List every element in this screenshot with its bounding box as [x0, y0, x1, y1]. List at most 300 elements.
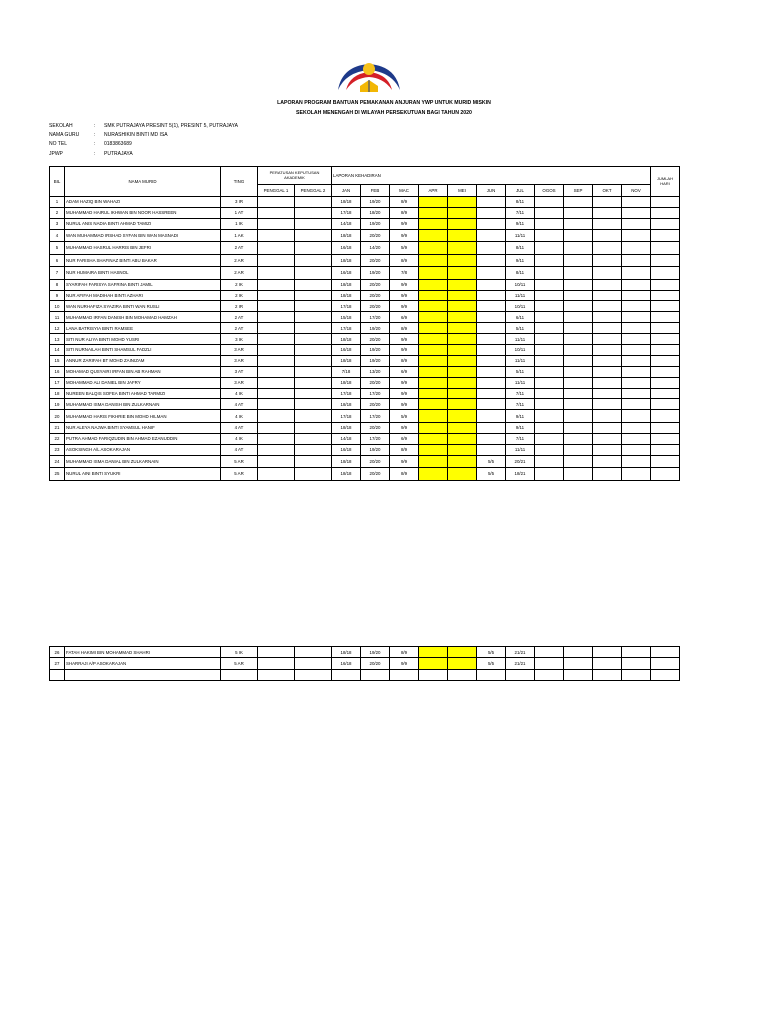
highlight-cell	[448, 323, 477, 334]
cell-mac: 6/9	[390, 312, 419, 323]
highlight-cell	[448, 218, 477, 229]
cell-feb: 20/20	[361, 377, 390, 388]
empty-cell	[258, 355, 295, 366]
cell-jul: 8/11	[506, 197, 535, 208]
cell-jul: 9/11	[506, 254, 535, 267]
empty-cell	[593, 323, 622, 334]
highlight-cell	[419, 468, 448, 481]
empty-cell	[564, 334, 593, 345]
empty-cell	[622, 355, 651, 366]
empty-cell	[535, 355, 564, 366]
cell-ting: 3 AT	[221, 366, 258, 377]
empty-cell	[564, 207, 593, 218]
cell-mac: 9/9	[390, 658, 419, 669]
highlight-cell	[419, 290, 448, 301]
empty-cell	[651, 647, 680, 658]
cell-nama: SITI NURNAILAH BINTI SHAMSUL FADZLI	[65, 345, 221, 356]
cell-nama: PUTRA AHMAD FARIQZUDIN BIN AHMAD EZANUDDIN	[65, 433, 221, 444]
cell-feb: 17/20	[361, 312, 390, 323]
empty-cell	[564, 669, 593, 680]
cell-bil: 16	[50, 366, 65, 377]
empty-cell	[651, 388, 680, 399]
cell-bil: 18	[50, 388, 65, 399]
highlight-cell	[419, 229, 448, 242]
table-row	[50, 399, 680, 410]
cell-ting: 4 IK	[221, 388, 258, 399]
cell-ting: 2 IR	[221, 301, 258, 312]
cell-bil: 25	[50, 468, 65, 481]
empty-cell	[593, 218, 622, 229]
cell-bil: 26	[50, 647, 65, 658]
cell-nama: NUR AFIFAH MADIHAH BINTI AZHARI	[65, 290, 221, 301]
highlight-cell	[419, 334, 448, 345]
cell-jun	[477, 229, 506, 242]
empty-cell	[419, 669, 448, 680]
empty-cell	[651, 355, 680, 366]
cell-jan: 14/18	[332, 218, 361, 229]
cell-ting: 3 AR	[221, 345, 258, 356]
empty-cell	[593, 444, 622, 455]
info-sep: :	[94, 141, 96, 148]
empty-cell	[295, 218, 332, 229]
cell-jul: 10/11	[506, 301, 535, 312]
empty-cell	[651, 399, 680, 410]
highlight-cell	[419, 410, 448, 423]
cell-mac: 5/9	[390, 410, 419, 423]
cell-bil: 12	[50, 323, 65, 334]
table-row	[50, 290, 680, 301]
empty-cell	[593, 366, 622, 377]
cell-jun	[477, 388, 506, 399]
cell-ting: 2 AR	[221, 254, 258, 267]
cell-bil: 20	[50, 410, 65, 423]
cell-jan: 18/18	[332, 229, 361, 242]
cell-mac: 9/9	[390, 218, 419, 229]
empty-cell	[651, 669, 680, 680]
table-header-row	[50, 167, 680, 185]
cell-mac: 8/9	[390, 444, 419, 455]
highlight-cell	[448, 422, 477, 433]
empty-cell	[295, 669, 332, 680]
empty-cell	[651, 323, 680, 334]
cell-ting: 4 AT	[221, 422, 258, 433]
cell-jun: 5/5	[477, 455, 506, 468]
empty-cell	[622, 242, 651, 255]
highlight-cell	[448, 279, 477, 290]
cell-nama: LANA BATRISYIA BINTI RAMSEE	[65, 323, 221, 334]
table-row	[50, 218, 680, 229]
empty-cell	[564, 229, 593, 242]
cell-nama: NUR HUMAIRA BINTI HASNOL	[65, 267, 221, 280]
empty-cell	[622, 444, 651, 455]
empty-cell	[506, 669, 535, 680]
empty-cell	[258, 279, 295, 290]
report-subtitle: SEKOLAH MENENGAH DI WILAYAH PERSEKUTUAN BAGI TAHUN 2020	[296, 110, 472, 116]
empty-cell	[361, 669, 390, 680]
empty-cell	[593, 301, 622, 312]
empty-cell	[564, 399, 593, 410]
empty-cell	[295, 468, 332, 481]
attendance-table-continued	[49, 646, 680, 681]
empty-cell	[535, 301, 564, 312]
highlight-cell	[448, 468, 477, 481]
table-row	[50, 433, 680, 444]
empty-cell	[651, 366, 680, 377]
cell-feb: 19/20	[361, 647, 390, 658]
empty-cell	[593, 658, 622, 669]
empty-cell	[651, 377, 680, 388]
empty-cell	[535, 218, 564, 229]
empty-cell	[564, 345, 593, 356]
empty-cell	[622, 388, 651, 399]
empty-cell	[258, 267, 295, 280]
empty-cell	[622, 207, 651, 218]
cell-ting: 3 AR	[221, 377, 258, 388]
info-value: 0183863689	[104, 141, 132, 148]
empty-cell	[564, 242, 593, 255]
cell-nama: MOHAMMAD ALI DANIEL BIN JAFRY	[65, 377, 221, 388]
highlight-cell	[419, 254, 448, 267]
cell-jan: 17/18	[332, 388, 361, 399]
highlight-cell	[448, 312, 477, 323]
highlight-cell	[448, 410, 477, 423]
school-info	[49, 122, 238, 159]
empty-cell	[258, 647, 295, 658]
header-month-mac: MAC	[390, 185, 419, 197]
empty-cell	[535, 433, 564, 444]
empty-cell	[593, 399, 622, 410]
empty-cell	[622, 312, 651, 323]
empty-cell	[221, 669, 258, 680]
cell-jul: 6/11	[506, 312, 535, 323]
cell-jun	[477, 399, 506, 410]
empty-cell	[651, 267, 680, 280]
table-row-empty	[50, 669, 680, 680]
table-row	[50, 301, 680, 312]
empty-cell	[564, 410, 593, 423]
cell-nama: SHARRAJI A/P ASOKARAJAN	[65, 658, 221, 669]
cell-jul: 5/11	[506, 366, 535, 377]
empty-cell	[258, 207, 295, 218]
cell-jun	[477, 254, 506, 267]
attendance-table	[49, 166, 680, 481]
empty-cell	[65, 669, 221, 680]
empty-cell	[622, 410, 651, 423]
highlight-cell	[419, 218, 448, 229]
header-month-mei: MEI	[448, 185, 477, 197]
attendance-table-continued-body	[50, 647, 680, 681]
highlight-cell	[448, 301, 477, 312]
empty-cell	[622, 334, 651, 345]
empty-cell	[390, 669, 419, 680]
empty-cell	[593, 267, 622, 280]
cell-nama: SYARIFAH FARISYA SAFRINA BINTI JAMIL	[65, 279, 221, 290]
cell-feb: 17/20	[361, 388, 390, 399]
highlight-cell	[448, 658, 477, 669]
cell-mac: 8/9	[390, 468, 419, 481]
cell-jan: 17/18	[332, 410, 361, 423]
highlight-cell	[419, 355, 448, 366]
cell-jun	[477, 444, 506, 455]
empty-cell	[651, 242, 680, 255]
empty-cell	[295, 207, 332, 218]
empty-cell	[622, 254, 651, 267]
empty-cell	[295, 290, 332, 301]
empty-cell	[258, 669, 295, 680]
cell-jul: 7/11	[506, 399, 535, 410]
header-jumlah: JUMLAH HARI	[651, 167, 680, 197]
table-row	[50, 229, 680, 242]
info-label: NO TEL	[49, 141, 67, 148]
header-month-feb: FEB	[361, 185, 390, 197]
highlight-cell	[448, 444, 477, 455]
cell-jan: 16/18	[332, 658, 361, 669]
cell-jan: 16/18	[332, 242, 361, 255]
empty-cell	[622, 422, 651, 433]
cell-jul: 11/11	[506, 444, 535, 455]
empty-cell	[622, 267, 651, 280]
empty-cell	[593, 229, 622, 242]
cell-feb: 20/20	[361, 229, 390, 242]
empty-cell	[258, 422, 295, 433]
cell-jun	[477, 218, 506, 229]
cell-mac: 8/9	[390, 323, 419, 334]
highlight-cell	[419, 647, 448, 658]
empty-cell	[535, 366, 564, 377]
empty-cell	[50, 669, 65, 680]
table-row	[50, 355, 680, 366]
cell-bil: 13	[50, 334, 65, 345]
cell-bil: 11	[50, 312, 65, 323]
cell-feb: 20/20	[361, 455, 390, 468]
cell-jan: 17/18	[332, 301, 361, 312]
cell-jun: 5/5	[477, 647, 506, 658]
empty-cell	[622, 377, 651, 388]
cell-bil: 24	[50, 455, 65, 468]
empty-cell	[258, 229, 295, 242]
empty-cell	[593, 669, 622, 680]
header-month-sep: SEP	[564, 185, 593, 197]
cell-jan: 18/18	[332, 197, 361, 208]
cell-feb: 20/20	[361, 301, 390, 312]
cell-mac: 9/9	[390, 388, 419, 399]
cell-bil: 3	[50, 218, 65, 229]
highlight-cell	[419, 399, 448, 410]
highlight-cell	[448, 355, 477, 366]
cell-mac: 6/9	[390, 366, 419, 377]
cell-nama: ASOKSINGH A/L ASOKARAJAN	[65, 444, 221, 455]
cell-jun	[477, 242, 506, 255]
highlight-cell	[448, 455, 477, 468]
header-nama: NAMA MURID	[65, 167, 221, 197]
empty-cell	[622, 455, 651, 468]
empty-cell	[258, 433, 295, 444]
empty-cell	[651, 658, 680, 669]
empty-cell	[622, 658, 651, 669]
cell-jan: 16/18	[332, 345, 361, 356]
highlight-cell	[448, 229, 477, 242]
empty-cell	[564, 388, 593, 399]
cell-nama: MUHAMMAD ISMA DANIAL BIN ZULKARNAIN	[65, 455, 221, 468]
highlight-cell	[419, 422, 448, 433]
cell-jul: 20/21	[506, 455, 535, 468]
cell-jul: 11/11	[506, 334, 535, 345]
info-label: NAMA GURU	[49, 132, 80, 139]
cell-ting: 2 IK	[221, 290, 258, 301]
empty-cell	[593, 355, 622, 366]
cell-feb: 17/20	[361, 410, 390, 423]
highlight-cell	[419, 312, 448, 323]
empty-cell	[295, 334, 332, 345]
highlight-cell	[419, 388, 448, 399]
empty-cell	[295, 323, 332, 334]
table-row	[50, 207, 680, 218]
cell-jul: 9/11	[506, 410, 535, 423]
empty-cell	[564, 355, 593, 366]
cell-jul: 8/11	[506, 267, 535, 280]
empty-cell	[258, 468, 295, 481]
empty-cell	[258, 399, 295, 410]
empty-cell	[535, 323, 564, 334]
cell-bil: 23	[50, 444, 65, 455]
empty-cell	[564, 267, 593, 280]
empty-cell	[295, 279, 332, 290]
empty-cell	[295, 388, 332, 399]
empty-cell	[564, 422, 593, 433]
table-row	[50, 254, 680, 267]
empty-cell	[564, 323, 593, 334]
cell-jun: 5/5	[477, 658, 506, 669]
empty-cell	[593, 388, 622, 399]
header-penggal2: PENGGAL 2	[295, 185, 332, 197]
cell-jul: 18/21	[506, 468, 535, 481]
empty-cell	[593, 647, 622, 658]
empty-cell	[295, 345, 332, 356]
table-row	[50, 323, 680, 334]
table-row	[50, 455, 680, 468]
cell-jul: 11/11	[506, 355, 535, 366]
cell-jun	[477, 290, 506, 301]
info-row-jpwp	[49, 150, 238, 159]
cell-feb: 19/20	[361, 218, 390, 229]
empty-cell	[564, 218, 593, 229]
empty-cell	[535, 647, 564, 658]
empty-cell	[295, 355, 332, 366]
cell-feb: 20/20	[361, 422, 390, 433]
cell-ting: 4 IK	[221, 433, 258, 444]
cell-ting: 1 AK	[221, 229, 258, 242]
table-row	[50, 279, 680, 290]
cell-bil: 4	[50, 229, 65, 242]
empty-cell	[295, 197, 332, 208]
cell-ting: 3 IR	[221, 197, 258, 208]
empty-cell	[535, 388, 564, 399]
empty-cell	[593, 422, 622, 433]
cell-feb: 19/20	[361, 197, 390, 208]
highlight-cell	[448, 647, 477, 658]
info-row-nama-guru	[49, 131, 238, 140]
header-month-ogos: OGOS	[535, 185, 564, 197]
table-row	[50, 242, 680, 255]
table-row	[50, 647, 680, 658]
cell-jan: 18/18	[332, 377, 361, 388]
empty-cell	[535, 444, 564, 455]
cell-jan: 18/18	[332, 279, 361, 290]
highlight-cell	[419, 444, 448, 455]
highlight-cell	[419, 433, 448, 444]
empty-cell	[593, 197, 622, 208]
empty-cell	[651, 254, 680, 267]
cell-bil: 7	[50, 267, 65, 280]
empty-cell	[651, 422, 680, 433]
empty-cell	[295, 433, 332, 444]
table-row	[50, 312, 680, 323]
highlight-cell	[448, 197, 477, 208]
cell-jan: 17/18	[332, 207, 361, 218]
empty-cell	[535, 197, 564, 208]
cell-ting: 2 AT	[221, 323, 258, 334]
cell-jun	[477, 301, 506, 312]
cell-jun	[477, 312, 506, 323]
empty-cell	[593, 377, 622, 388]
highlight-cell	[419, 377, 448, 388]
cell-nama: WAN MUHAMMAD IRSHAD SYFAN BIN WAN MASNADI	[65, 229, 221, 242]
cell-jun	[477, 207, 506, 218]
cell-jul: 11/11	[506, 229, 535, 242]
table-row	[50, 334, 680, 345]
cell-feb: 19/20	[361, 323, 390, 334]
cell-bil: 17	[50, 377, 65, 388]
highlight-cell	[419, 267, 448, 280]
empty-cell	[295, 422, 332, 433]
table-row	[50, 267, 680, 280]
cell-jun	[477, 197, 506, 208]
empty-cell	[651, 334, 680, 345]
cell-ting: 5 AR	[221, 455, 258, 468]
cell-jan: 14/18	[332, 433, 361, 444]
empty-cell	[448, 669, 477, 680]
empty-cell	[622, 669, 651, 680]
empty-cell	[651, 455, 680, 468]
empty-cell	[258, 197, 295, 208]
empty-cell	[564, 312, 593, 323]
empty-cell	[564, 254, 593, 267]
cell-jan: 16/18	[332, 444, 361, 455]
cell-jan: 18/18	[332, 647, 361, 658]
cell-bil: 14	[50, 345, 65, 356]
cell-jun	[477, 410, 506, 423]
header-penggal1: PENGGAL 1	[258, 185, 295, 197]
highlight-cell	[448, 207, 477, 218]
info-label: JPWP	[49, 150, 63, 157]
highlight-cell	[419, 301, 448, 312]
cell-feb: 13/20	[361, 366, 390, 377]
empty-cell	[535, 254, 564, 267]
highlight-cell	[448, 388, 477, 399]
empty-cell	[535, 345, 564, 356]
empty-cell	[651, 410, 680, 423]
cell-ting: 3 IK	[221, 334, 258, 345]
cell-jun: 5/5	[477, 468, 506, 481]
cell-mac: 9/9	[390, 301, 419, 312]
cell-mac: 9/9	[390, 229, 419, 242]
cell-jul: 5/11	[506, 323, 535, 334]
empty-cell	[535, 377, 564, 388]
table-row	[50, 366, 680, 377]
highlight-cell	[419, 323, 448, 334]
highlight-cell	[419, 197, 448, 208]
cell-jul: 9/11	[506, 218, 535, 229]
